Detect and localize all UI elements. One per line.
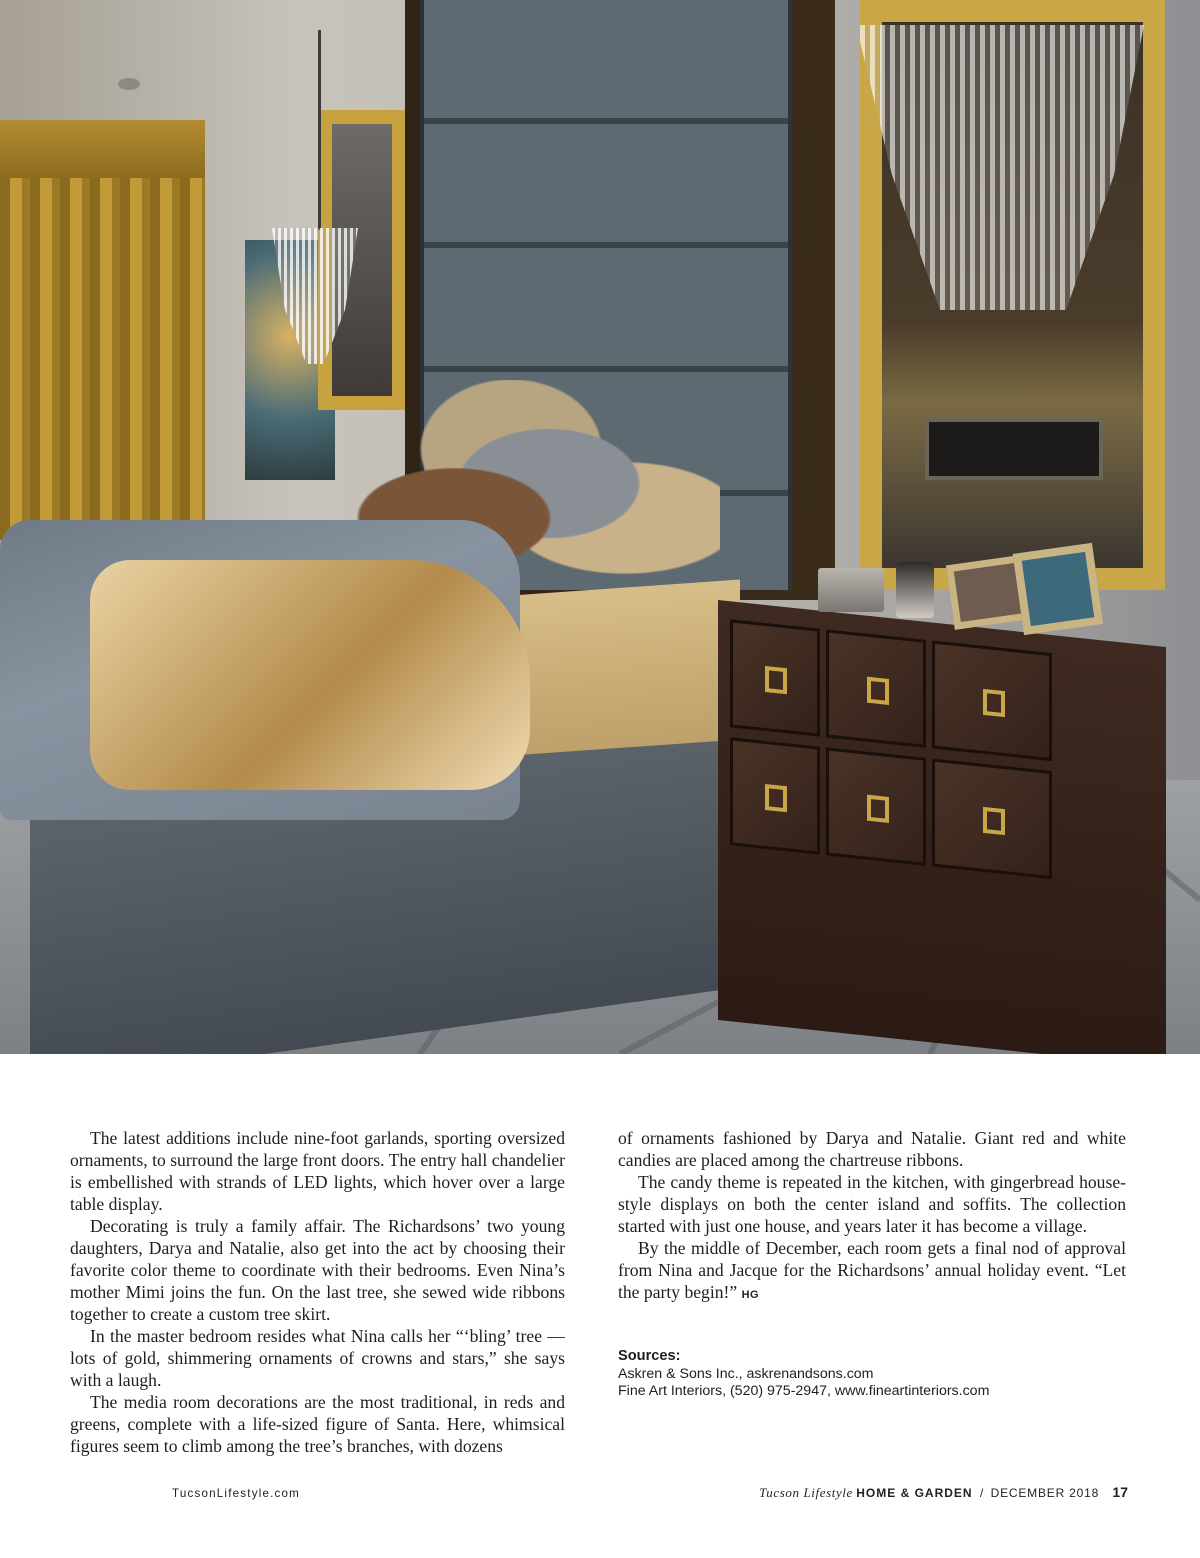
footer-website: TucsonLifestyle.com xyxy=(172,1487,301,1500)
footer-folio xyxy=(759,1484,1128,1501)
footer-separator: / xyxy=(979,1486,984,1500)
source-line: Fine Art Interiors, (520) 975-2947, www.fineartinteriors.com xyxy=(618,1383,990,1400)
page-number: 17 xyxy=(1112,1484,1128,1500)
photo-frame xyxy=(1013,543,1104,635)
footer-date: DECEMBER 2018 xyxy=(990,1486,1100,1500)
paragraph-text: By the middle of December, each room gets a final nod of approval from Nina and Jacque for the Richardsons’ annual holiday event. “Let the party begin!” xyxy=(618,1238,1126,1302)
reflected-fireplace xyxy=(925,418,1103,480)
candle-holder xyxy=(896,562,934,618)
silver-box xyxy=(818,568,884,612)
footer-publication: Tucson Lifestyle xyxy=(759,1485,853,1500)
paragraph: The latest additions include nine-foot garlands, sporting oversized ornaments, to surround the large front doors. The entry hall chandelier is embellished with strands of LED lights, which hover over a large table display. xyxy=(70,1128,565,1214)
nightstand-dresser xyxy=(718,600,1166,1054)
paragraph-final xyxy=(618,1237,1126,1306)
footer-section: HOME & GARDEN xyxy=(856,1486,973,1500)
article-column-right xyxy=(618,1127,1126,1306)
end-mark: HG xyxy=(741,1289,760,1301)
gold-duvet-fold xyxy=(90,560,530,790)
ceiling-light xyxy=(118,78,140,90)
sources-heading: Sources: xyxy=(618,1348,681,1364)
source-line: Askren & Sons Inc., askrenandsons.com xyxy=(618,1365,874,1382)
chandelier-chain xyxy=(318,30,321,230)
article-column-left xyxy=(70,1127,565,1457)
gold-curtain xyxy=(0,120,205,540)
curtain-valance xyxy=(0,120,205,178)
paragraph: The media room decorations are the most traditional, in reds and greens, complete with a life-sized figure of Santa. Here, whimsical figures seem to climb among the tree’s branches, with dozens xyxy=(70,1392,565,1456)
paragraph: Decorating is truly a family affair. The Richardsons’ two young daughters, Darya and Natalie, also get into the act by choosing their favorite color theme to coordinate with their bedrooms. Even Nina’s mother Mimi joins the fun. On the last tree, she sewed wide ribbons together to create a custom tree skirt. xyxy=(70,1216,565,1324)
paragraph: of ornaments fashioned by Darya and Natalie. Giant red and white candies are placed among the chartreuse ribbons. xyxy=(618,1128,1126,1170)
paragraph: The candy theme is repeated in the kitchen, with gingerbread house-style displays on both the center island and soffits. The collection started with just one house, and years later it has become a village. xyxy=(618,1172,1126,1236)
paragraph: In the master bedroom resides what Nina calls her “‘bling’ tree — lots of gold, shimmering ornaments of crowns and stars,” she says with a laugh. xyxy=(70,1326,565,1390)
sources-block xyxy=(618,1348,1126,1401)
